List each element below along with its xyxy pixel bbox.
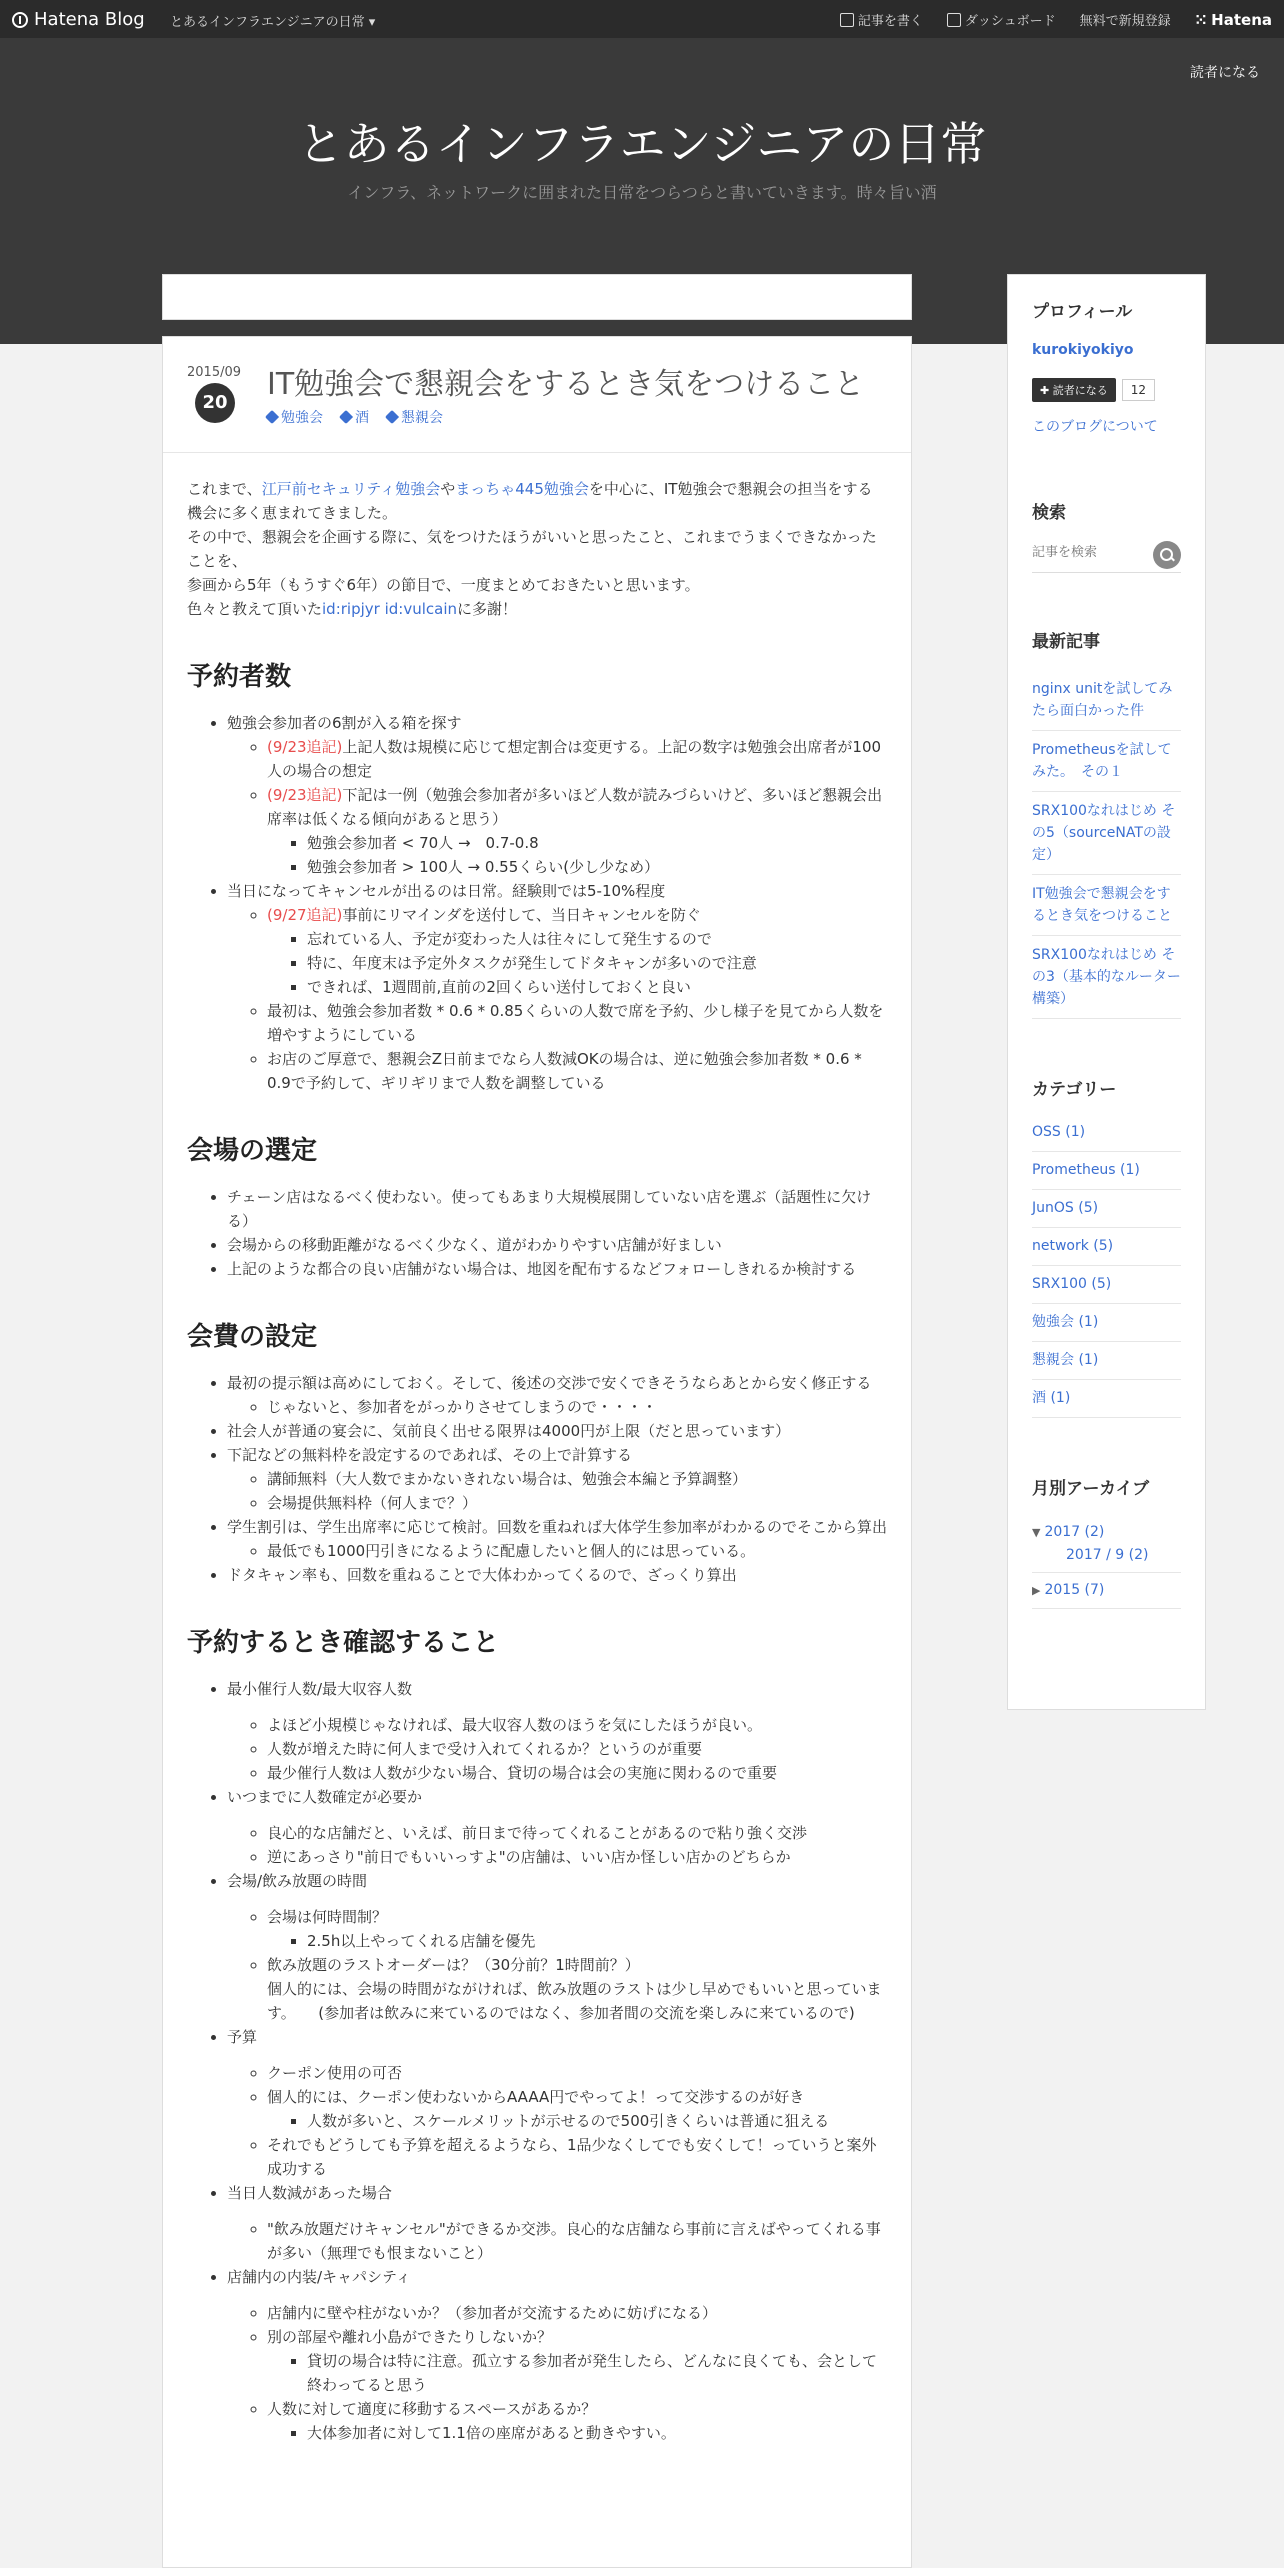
article-header (163, 337, 911, 453)
signup-link[interactable]: 無料で新規登録 (1079, 14, 1171, 29)
write-article-link[interactable]: 記事を書く (840, 10, 923, 29)
profile-username[interactable]: kurokiyokiyo (1032, 342, 1134, 358)
list-item: ◦ 最低でも1000円引きになるように配慮したいと個人的には思っている。 (267, 1539, 887, 1563)
recent-article-link[interactable]: SRX100なれはじめ その5（sourceNATの設定） (1032, 792, 1181, 875)
archive-heading: 月別アーカイブ (1032, 1479, 1150, 1499)
category-link[interactable]: Prometheus (1) (1032, 1152, 1181, 1190)
list-item: ▪ 貸切の場合は特に注意。孤立する参加者が発生したら、どんなに良くても、会として終わってると思う (307, 2349, 887, 2397)
list-item: ◦ 最少催行人数は人数が少ない場合、貸切の場合は会の実施に関わるので重要 (267, 1761, 887, 1785)
follower-count[interactable]: 12 (1122, 379, 1155, 401)
section-heading: 会場の選定 (187, 1136, 318, 1166)
list-item: ◦ 最初は、勉強会参加者数 * 0.6 * 0.85くらいの人数で席を予約、少し様子を見てから人数を増やすようにしている (267, 999, 887, 1047)
tag-icon (265, 410, 279, 424)
list-item: ◦ お店のご厚意で、懇親会Z日前までなら人数減OKの場合は、逆に勉強会参加者数 * 0.6 * 0.9で予約して、ギリギリまで人数を調整している (267, 1047, 887, 1095)
link-matcha445[interactable]: まっちゃ445勉強会 (455, 480, 589, 498)
recent-article-link[interactable]: SRX100なれはじめ その3（基本的なルーター構築） (1032, 936, 1181, 1019)
list (187, 1371, 887, 1587)
list-item: • ドタキャン率も、回数を重ねることで大体わかってくるので、ざっくり算出 (227, 1563, 887, 1587)
list-item: ◦ 個人的には、クーポン使わないからAAAA円でやってよ！って交渉するのが好き ▪ 人数が多いと、スケールメリットが示せるので500引きくらいは普通に狙える (267, 2085, 887, 2133)
dashboard-icon (947, 13, 961, 27)
hatena-blog-logo[interactable]: Hatena Blog (12, 9, 145, 30)
category-list (1032, 1114, 1181, 1418)
search-box (1032, 541, 1181, 573)
list-item: ◦ (9/23追記)上記人数は規模に応じて想定割合は変更する。上記の数字は勉強会出席者が100人の場合の想定 (267, 735, 887, 783)
triangle-down-icon: ▼ (1032, 1526, 1041, 1539)
list-item: ◦ 飲み放題のラストオーダーは？（30分前？1時間前？） 個人的には、会場の時間がながければ、飲み放題のラストは少し早めでもいいと思っています。 (参加者は飲みに来ているのではなく、参加者間の交流を楽しみに来ているので) (267, 1953, 887, 2025)
tag-icon (385, 410, 399, 424)
list-item: ◦ "飲み放題だけキャンセル"ができるか交渉。良心的な店舗なら事前に言えばやってくれる事が多い（無理でも恨まないこと） (267, 2217, 887, 2265)
section-heading: 予約するとき確認すること (187, 1628, 500, 1658)
blog-title[interactable]: とあるインフラエンジニアの日常 (297, 117, 987, 171)
list-item: ▪ 2.5h以上やってくれる店舗を優先 (307, 1929, 887, 1953)
list-item: • 会場からの移動距離がなるべく少なく、道がわかりやすい店舗が好ましい (227, 1233, 887, 1257)
list-item: ◦ 別の部屋や離れ小島ができたりしないか？ ▪ 貸切の場合は特に注意。孤立する参加者が発生したら、どんなに良くても、会として終わってると思う (267, 2325, 887, 2397)
article (162, 336, 912, 2568)
list-item: ◦ じゃないと、参加者をがっかりさせてしまうので・・・・ (267, 1395, 887, 1419)
list-item: • 最小催行人数/最大収容人数 ◦ よほど小規模じゃなければ、最大収容人数のほうを気にしたほうが良い。 ◦ 人数が増えた時に何人まで受け入れてくれるか？というのが重要 ◦ 最少催行人数は人数が少ない場合、貸切の場合は会の実施に関わるので重要 (227, 1677, 887, 1785)
list-item: • 学生割引は、学生出席率に応じて検討。回数を重ねれば大体学生参加率がわかるのでそこから算出 ◦ 最低でも1000円引きになるように配慮したいと個人的には思っている。 (227, 1515, 887, 1563)
archive-list (1032, 1515, 1181, 1609)
list-item: ▪ 勉強会参加者 > 100人 → 0.55くらい(少し少なめ） (307, 855, 887, 879)
category-link[interactable]: 勉強会 (1) (1032, 1304, 1181, 1342)
archive-month-link[interactable]: 2017 / 9 (2) (1032, 1544, 1181, 1573)
list-item: ◦ クーポン使用の可否 (267, 2061, 887, 2085)
link-id-ripjyr[interactable]: id:ripjyr (322, 600, 380, 618)
pencil-icon (840, 13, 854, 27)
list-item: ◦ 会場は何時間制？ ▪ 2.5h以上やってくれる店舗を優先 (267, 1905, 887, 1953)
ad-placeholder (162, 274, 912, 320)
recent-article-link[interactable]: nginx unitを試してみたら面白かった件 (1032, 670, 1181, 731)
list-item: ▪ 勉強会参加者 < 70人 → 0.7-0.8 (307, 831, 887, 855)
list-item: • 下記などの無料枠を設定するのであれば、その上で計算する ◦ 講師無料（大人数でまかないきれない場合は、勉強会本編と予算調整） ◦ 会場提供無料枠（何人まで？） (227, 1443, 887, 1515)
list-item: ◦ 人数が増えた時に何人まで受け入れてくれるか？というのが重要 (267, 1737, 887, 1761)
follow-button-header[interactable]: 読者になる (1190, 65, 1260, 81)
list-item: ▪ 人数が多いと、スケールメリットが示せるので500引きくらいは普通に狙える (307, 2109, 887, 2133)
recent-heading: 最新記事 (1032, 632, 1100, 652)
category-heading: カテゴリー (1032, 1080, 1117, 1100)
article-date-year-month[interactable]: 2015/09 (187, 365, 242, 380)
list (187, 1677, 887, 2445)
archive-year-2015[interactable]: ▶ 2015 (7) (1032, 1573, 1181, 1609)
category-link[interactable]: JunOS (5) (1032, 1190, 1181, 1228)
tag-icon (339, 410, 353, 424)
intro-paragraph: これまで、江戸前セキュリティ勉強会やまっちゃ445勉強会を中心に、IT勉強会で懇親会の担当をする機会に多く恵まれてきました。 その中で、懇親会を企画する際に、気をつけたほうがいいと思ったこと、これまでうまくできなかったことを、 参画から5年（もうすぐ6年）の節目で、一度まとめておきたいと思います。 色々と教えて頂いたid:ripjyr id:vulcainに多謝！ (187, 480, 877, 618)
tag-link[interactable]: 勉強会 (267, 407, 323, 427)
category-link[interactable]: network (5) (1032, 1228, 1181, 1266)
section-heading: 予約者数 (187, 662, 292, 692)
about-blog-link[interactable]: このブログについて (1032, 419, 1158, 435)
hatena-brand-link[interactable]: ⁙ Hatena (1194, 10, 1272, 29)
follow-row (1032, 378, 1181, 402)
list-item: ◦ 良心的な店舗だと、いえば、前日まで待ってくれることがあるので粘り強く交渉 (267, 1821, 887, 1845)
list-item: ◦ よほど小規模じゃなければ、最大収容人数のほうを気にしたほうが良い。 (267, 1713, 887, 1737)
triangle-right-icon: ▶ (1032, 1584, 1041, 1597)
list-item: ▪ できれば、1週間前,直前の2回くらい送付しておくと良い (307, 975, 887, 999)
list-item: ◦ 会場提供無料枠（何人まで？） (267, 1491, 887, 1515)
list-item: • 上記のような都合の良い店舗がない場合は、地図を配布するなどフォローしきれるか検討する (227, 1257, 887, 1281)
list-item: ◦ 逆にあっさり"前日でもいいっすよ"の店舗は、いい店か怪しい店かのどちらか (267, 1845, 887, 1869)
category-link[interactable]: 懇親会 (1) (1032, 1342, 1181, 1380)
section-heading: 会費の設定 (187, 1322, 318, 1352)
category-link[interactable]: OSS (1) (1032, 1114, 1181, 1152)
list-item: ▪ 大体参加者に対して1.1倍の座席があると動きやすい。 (307, 2421, 887, 2445)
category-link[interactable]: SRX100 (5) (1032, 1266, 1181, 1304)
recent-article-link[interactable]: IT勉強会で懇親会をするとき気をつけること (1032, 875, 1181, 936)
article-title[interactable]: IT勉強会で懇親会をするとき気をつけること (267, 367, 865, 402)
list-item: • 予算 ◦ クーポン使用の可否 ◦ 個人的には、クーポン使わないからAAAA円でやってよ！って交渉するのが好き ▪ 人数が多いと、スケールメリットが示せるので500引きくらいは普通に狙える ◦ それでもどうしても予算を超えるようなら、1品少なくしてでも安くして！っていうと案外成功する (227, 2025, 887, 2181)
hatena-topbar (0, 0, 1284, 38)
list-item: • 最初の提示額は高めにしておく。そして、後述の交渉で安くできそうならあとから安く修正する ◦ じゃないと、参加者をがっかりさせてしまうので・・・・ (227, 1371, 887, 1419)
recent-articles (1032, 670, 1181, 1019)
archive-year-2017[interactable]: ▼ 2017 (2) (1032, 1524, 1105, 1540)
list-item: • 当日になってキャンセルが出るのは日常。経験則では5-10%程度 ◦ (9/27追記)事前にリマインダを送付して、当日キャンセルを防ぐ ▪ 忘れている人、予定が変わった人は往々にして発生するので ▪ 特に、年度末は予定外タスクが発生してドタキャンが多いので注意 ▪ できれば、1週間前,直前の2回くらい送付しておくと良い ◦ 最初は、勉強会参加者数 * 0.6 * 0.85くらいの人数で席を予約、少し様子を見てから人数を増やすようにしている ◦ お店のご厚意で、懇親会Z日前までなら人数減OKの場合は、逆に勉強会参加者数 * 0.6 * 0.9で予約して、ギリギリまで人数を調整している (227, 879, 887, 1095)
search-icon[interactable] (1153, 541, 1181, 569)
list-item: • 会場/飲み放題の時間 ◦ 会場は何時間制？ ▪ 2.5h以上やってくれる店舗を優先 ◦ 飲み放題のラストオーダーは？（30分前？1時間前？） 個人的には、会場の時間がながければ、飲み放題のラストは少し早めでもいいと思っています。 (参加者は飲みに来ているのではなく、参加者間の交流を楽しみに来ているので) (227, 1869, 887, 2025)
blog-selector[interactable]: とあるインフラエンジニアの日常 ▾ (170, 15, 376, 30)
list-item: ◦ 店舗内に壁や柱がないか？（参加者が交流するために妨げになる） (267, 2301, 887, 2325)
tag-link[interactable]: 懇親会 (387, 407, 443, 427)
list-item: • 社会人が普通の宴会に、気前良く出せる限界は4000円が上限（だと思っています） (227, 1419, 887, 1443)
article-body (163, 453, 911, 2445)
link-edomae-security[interactable]: 江戸前セキュリティ勉強会 (261, 480, 441, 498)
list-item: ◦ (9/27追記)事前にリマインダを送付して、当日キャンセルを防ぐ ▪ 忘れている人、予定が変わった人は往々にして発生するので ▪ 特に、年度末は予定外タスクが発生してドタキャンが多いので注意 ▪ できれば、1週間前,直前の2回くらい送付しておくと良い (267, 903, 887, 999)
hatena-dots-icon: ⁙ (1194, 10, 1208, 29)
list-item: • チェーン店はなるべく使わない。使ってもあまり大規模展開していない店を選ぶ（話題性に欠ける） (227, 1185, 887, 1233)
dashboard-link[interactable]: ダッシュボード (947, 10, 1056, 29)
list-item: ▪ 特に、年度末は予定外タスクが発生してドタキャンが多いので注意 (307, 951, 887, 975)
recent-article-link[interactable]: Prometheusを試してみた。 その１ (1032, 731, 1181, 792)
sidebar (1007, 274, 1206, 1710)
article-date-day[interactable]: 20 (195, 383, 235, 423)
list-item: ▪ 忘れている人、予定が変わった人は往々にして発生するので (307, 927, 887, 951)
list-item: ◦ 人数に対して適度に移動するスペースがあるか？ ▪ 大体参加者に対して1.1倍の座席があると動きやすい。 (267, 2397, 887, 2445)
list-item: • 店舗内の内装/キャパシティ ◦ 店舗内に壁や柱がないか？（参加者が交流するために妨げになる） ◦ 別の部屋や離れ小島ができたりしないか？ ▪ 貸切の場合は特に注意。孤立する参加者が発生したら、どんなに良くても、会として終わってると思う ◦ 人数に対して適度に移動するスペースがあるか？ ▪ 大体参加者に対して1.1倍の座席があると動きやすい。 (227, 2265, 887, 2445)
list (187, 711, 887, 1095)
profile-heading: プロフィール (1032, 302, 1133, 322)
list-item: • 勉強会参加者の6割が入る箱を探す ◦ (9/23追記)上記人数は規模に応じて想定割合は変更する。上記の数字は勉強会出席者が100人の場合の想定 ◦ (9/23追記)下記は一例（勉強会参加者が多いほど人数が読みづらいけど、多いほど懇親会出席率は低くなる傾向があると思う） ▪ 勉強会参加者 < 70人 → 0.7-0.8 ▪ 勉強会参加者 > 100人 → 0.55くらい(少し少なめ） (227, 711, 887, 879)
list-item: • いつまでに人数確定が必要か ◦ 良心的な店舗だと、いえば、前日まで待ってくれることがあるので粘り強く交渉 ◦ 逆にあっさり"前日でもいいっすよ"の店舗は、いい店か怪しい店かのどちらか (227, 1785, 887, 1869)
follow-button[interactable]: ✚ 読者になる (1032, 378, 1116, 402)
list (187, 1185, 887, 1281)
list-item: ◦ 講師無料（大人数でまかないきれない場合は、勉強会本編と予算調整） (267, 1467, 887, 1491)
tag-link[interactable]: 酒 (341, 407, 369, 427)
search-input[interactable] (1032, 545, 1152, 560)
list-item: • 当日人数減があった場合 ◦ "飲み放題だけキャンセル"ができるか交渉。良心的な店舗なら事前に言えばやってくれる事が多い（無理でも恨まないこと） (227, 2181, 887, 2265)
list-item: ◦ それでもどうしても予算を超えるようなら、1品少なくしてでも安くして！っていうと案外成功する (267, 2133, 887, 2181)
list-item: ◦ (9/23追記)下記は一例（勉強会参加者が多いほど人数が読みづらいけど、多いほど懇親会出席率は低くなる傾向があると思う） ▪ 勉強会参加者 < 70人 → 0.7-0.8 ▪ 勉強会参加者 > 100人 → 0.55くらい(少し少なめ） (267, 783, 887, 879)
search-heading: 検索 (1032, 503, 1066, 523)
article-tags (267, 407, 443, 427)
blog-description: インフラ、ネットワークに囲まれた日常をつらつらと書いていきます。時々旨い酒 (347, 183, 937, 202)
category-link[interactable]: 酒 (1) (1032, 1380, 1181, 1418)
link-id-vulcain[interactable]: id:vulcain (384, 600, 458, 618)
hatena-logo-icon (12, 12, 28, 28)
